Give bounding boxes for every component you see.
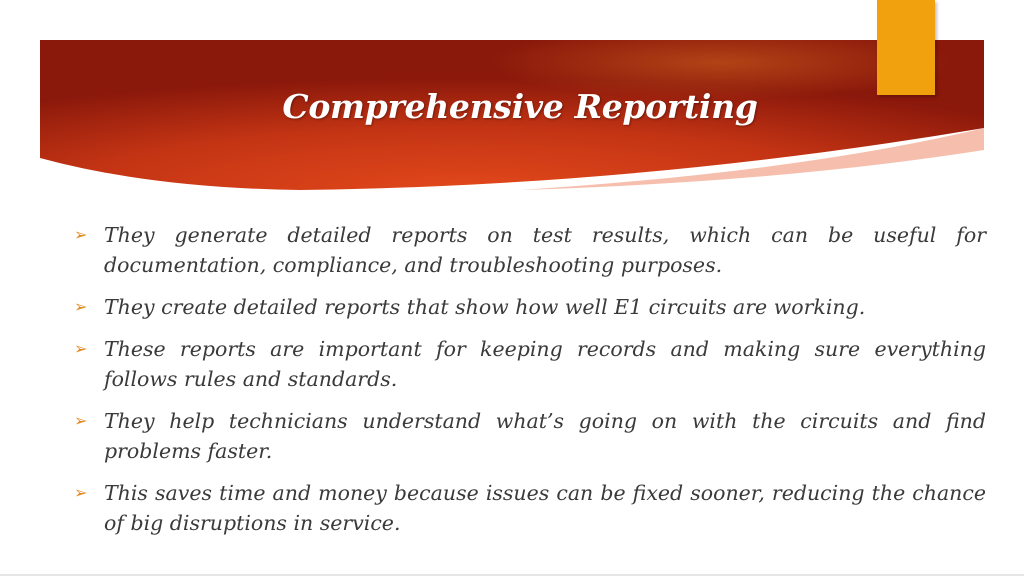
accent-tab [877,0,935,95]
bullet-list [74,220,986,550]
arrowhead-bullet-icon: ➢ [74,483,88,502]
bullet-text: They create detailed reports that show how well E1 circuits are working. [104,295,866,319]
arrowhead-bullet-icon: ➢ [74,411,88,430]
bullet-text: They generate detailed reports on test results, which can be useful for documentation, compliance, and troubleshooting purposes. [104,223,986,277]
bullet-text: They help technicians understand what’s going on with the circuits and find problems faster. [104,409,986,463]
bullet-text: This saves time and money because issues can be fixed sooner, reducing the chance of big disruptions in service. [104,481,986,535]
slide-title: Comprehensive Reporting [282,87,758,126]
bullet-item [74,220,986,280]
bullet-item [74,334,986,394]
arrowhead-bullet-icon: ➢ [74,339,88,358]
bullet-text: These reports are important for keeping records and making sure everything follows rules and standards. [104,337,986,391]
arrowhead-bullet-icon: ➢ [74,225,88,244]
arrowhead-bullet-icon: ➢ [74,297,88,316]
bullet-item [74,292,986,322]
bullet-item [74,478,986,538]
bullet-item [74,406,986,466]
